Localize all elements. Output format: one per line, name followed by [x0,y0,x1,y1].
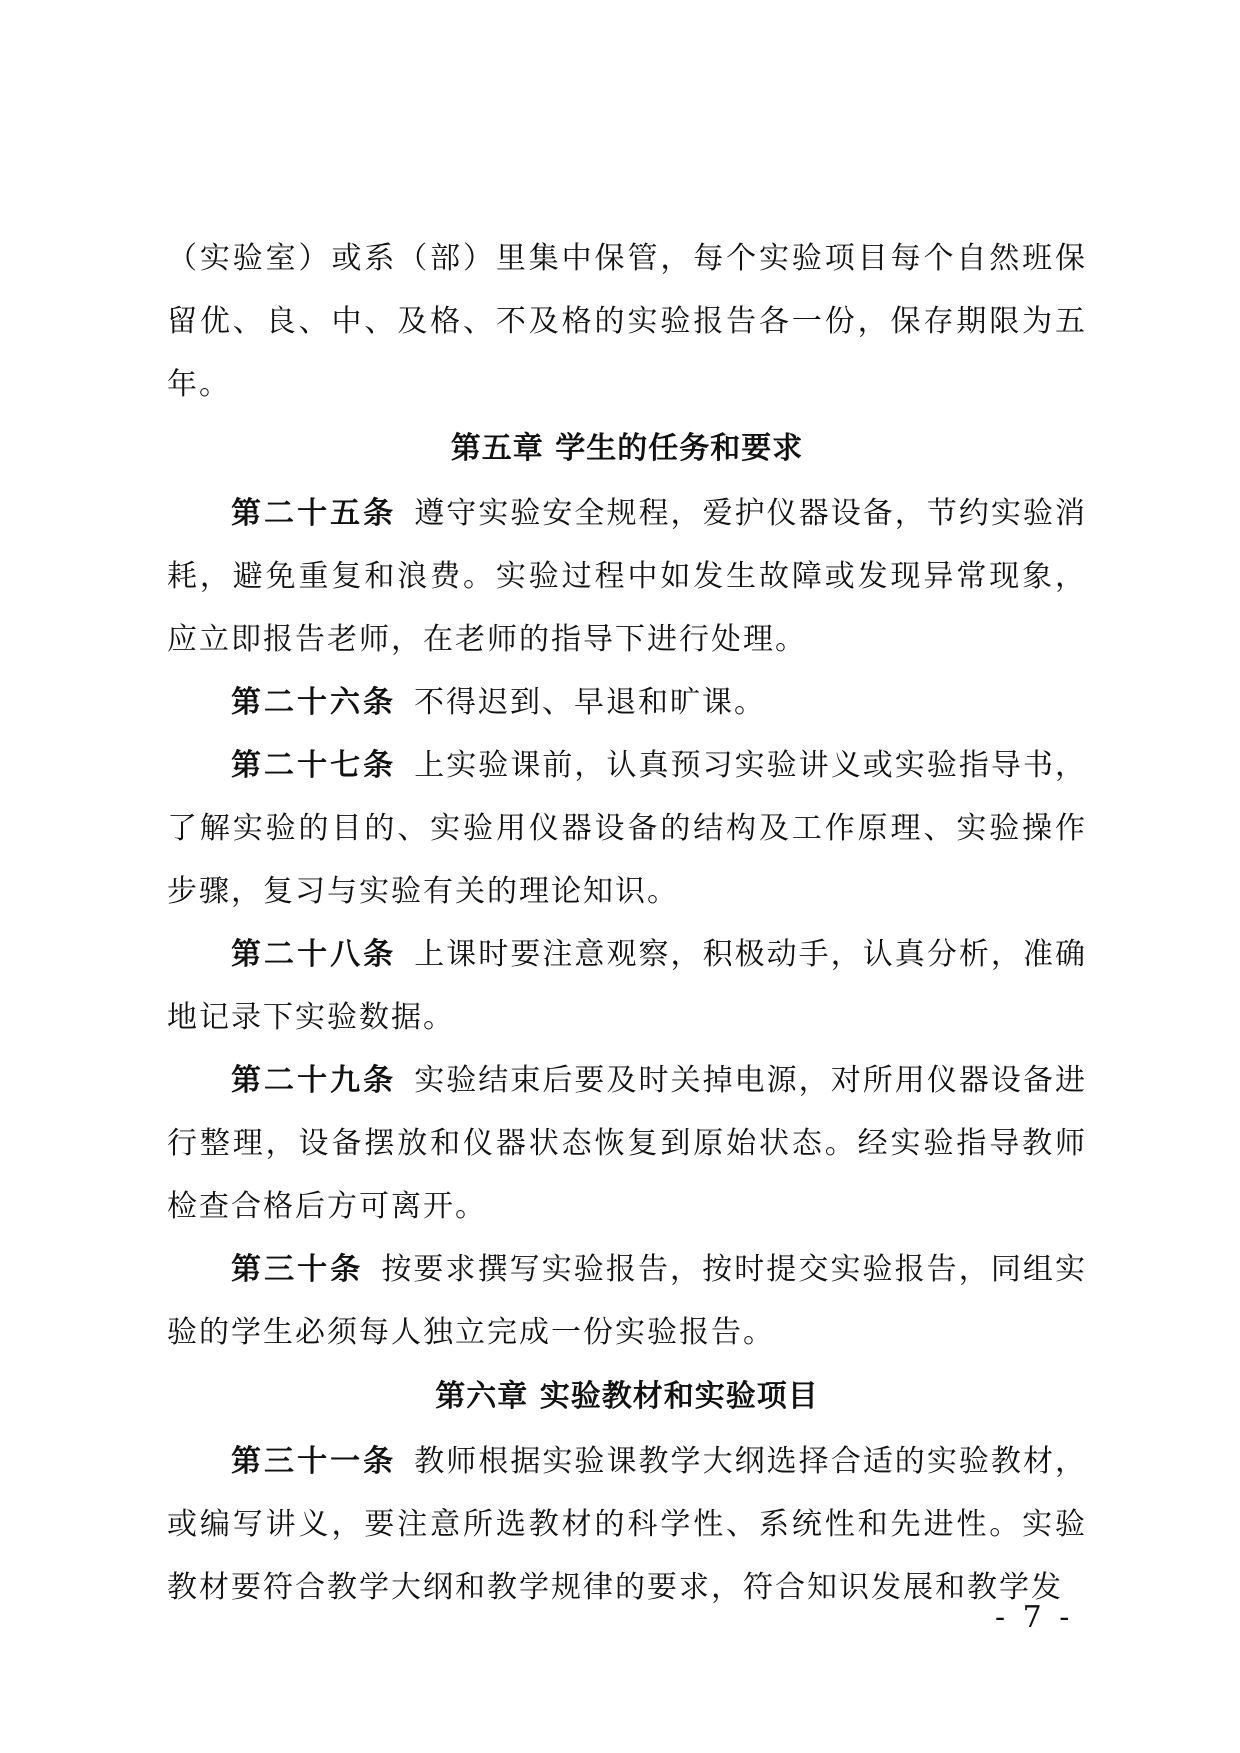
page-number: - 7 - [995,1600,1074,1635]
article-text: 上课时要注意观察，积极动手，认真分析，准确地记录下实验数据。 [167,937,1088,1035]
article-text: 实验结束后要及时关掉电源，对所用仪器设备进行整理，设备摆放和仪器状态恢复到原始状态。经实验指导教师检查合格后方可离开。 [167,1063,1088,1224]
article-text: 遵守实验安全规程，爱护仪器设备，节约实验消耗，避免重复和浪费。实验过程中如发生故障或发现异常现象，应立即报告老师，在老师的指导下进行处理。 [167,496,1088,657]
article-text: 上实验课前，认真预习实验讲义或实验指导书，了解实验的目的、实验用仪器设备的结构及工作原理、实验操作步骤，复习与实验有关的理论知识。 [167,748,1088,909]
chapter-6-title: 第六章 实验教材和实验项目 [435,1379,819,1414]
article-27 [167,734,1087,923]
article-26 [167,671,1087,734]
article-29 [167,1049,1087,1238]
article-label: 第二十七条 [231,748,397,783]
article-label: 第三十一条 [231,1444,397,1479]
intro-paragraph: （实验室）或系（部）里集中保管，每个实验项目每个自然班保留优、良、中、及格、不及格的实验报告各一份，保存期限为五年。 [167,241,1087,402]
article-25 [167,482,1087,671]
article-label: 第二十五条 [231,496,397,531]
article-label: 第二十九条 [231,1063,397,1098]
document-body [167,227,1087,1619]
article-label: 第二十八条 [231,937,397,972]
article-label: 第二十六条 [231,685,396,720]
article-text: 不得迟到、早退和旷课。 [414,685,766,720]
chapter-5-title: 第五章 学生的任务和要求 [450,431,804,466]
article-label: 第三十条 [231,1252,364,1287]
article-31 [167,1430,1087,1619]
article-30 [167,1238,1087,1364]
article-text: 按要求撰写实验报告，按时提交实验报告，同组实验的学生必须每人独立完成一份实验报告。 [167,1252,1088,1350]
article-text: 教师根据实验课教学大纲选择合适的实验教材，或编写讲义，要注意所选教材的科学性、系统性和先进性。实验教材要符合教学大纲和教学规律的要求，符合知识发展和教学发 [167,1444,1088,1605]
article-28 [167,923,1087,1049]
